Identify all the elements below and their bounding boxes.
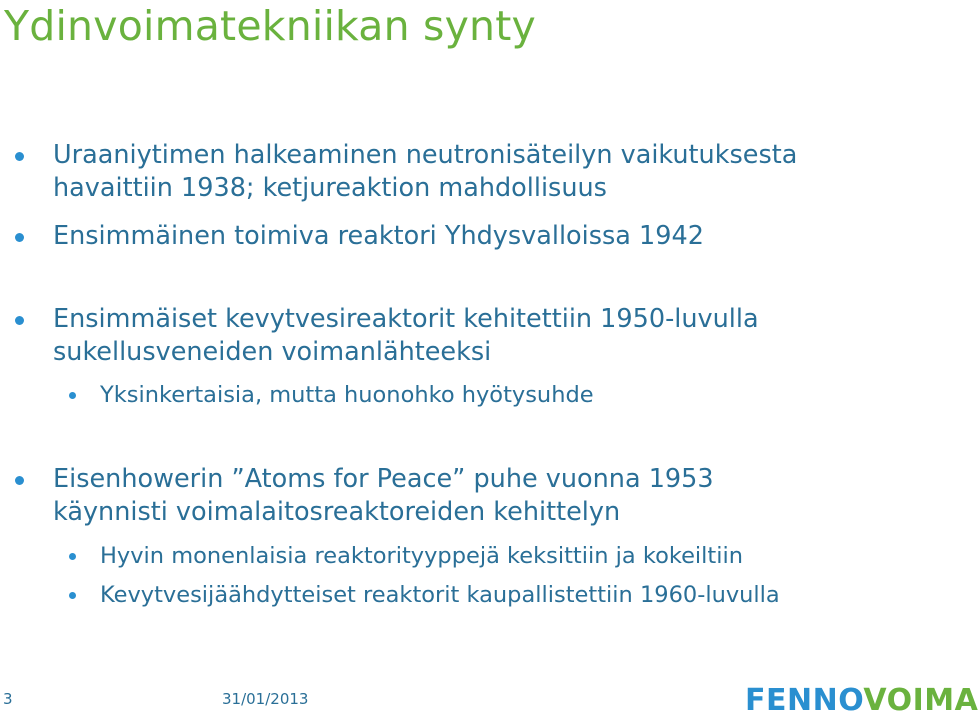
bullet-line: Yksinkertaisia, mutta huonohko hyötysuhde — [100, 382, 594, 408]
sub-bullet-dot-icon — [69, 592, 76, 599]
sub-bullet-item — [100, 541, 743, 571]
sub-bullet-dot-icon — [69, 553, 76, 560]
footer-date: 31/01/2013 — [222, 690, 309, 708]
bullet-item — [53, 463, 714, 529]
bullet-line: Ensimmäiset kevytvesireaktorit kehitettiin 1950-luvulla — [53, 304, 759, 334]
sub-bullet-item — [100, 380, 594, 410]
bullet-item — [53, 220, 704, 253]
fennovoima-logo — [745, 683, 978, 718]
bullet-line: Eisenhowerin ”Atoms for Peace” puhe vuonna 1953 — [53, 464, 714, 494]
bullet-dot-icon — [15, 233, 24, 242]
bullet-item — [53, 303, 759, 369]
page-number: 3 — [3, 690, 13, 708]
bullet-dot-icon — [15, 316, 24, 325]
bullet-line: Ensimmäinen toimiva reaktori Yhdysvalloissa 1942 — [53, 221, 704, 251]
bullet-line: Kevytvesijäähdytteiset reaktorit kaupallistettiin 1960-luvulla — [100, 582, 780, 608]
bullet-dot-icon — [15, 476, 24, 485]
sub-bullet-dot-icon — [69, 392, 76, 399]
sub-bullet-item — [100, 580, 780, 610]
bullet-line: havaittiin 1938; ketjureaktion mahdollisuus — [53, 173, 607, 203]
bullet-line: käynnisti voimalaitosreaktoreiden kehittelyn — [53, 497, 621, 527]
logo-text-part1: FENNO — [745, 683, 864, 718]
bullet-dot-icon — [15, 152, 24, 161]
slide-title: Ydinvoimatekniikan synty — [4, 2, 536, 50]
bullet-item — [53, 139, 797, 205]
bullet-line: sukellusveneiden voimanlähteeksi — [53, 337, 492, 367]
bullet-line: Hyvin monenlaisia reaktorityyppejä keksittiin ja kokeiltiin — [100, 543, 743, 569]
logo-text-part2: VOIMA — [863, 683, 978, 718]
bullet-line: Uraaniytimen halkeaminen neutronisäteilyn vaikutuksesta — [53, 140, 798, 170]
